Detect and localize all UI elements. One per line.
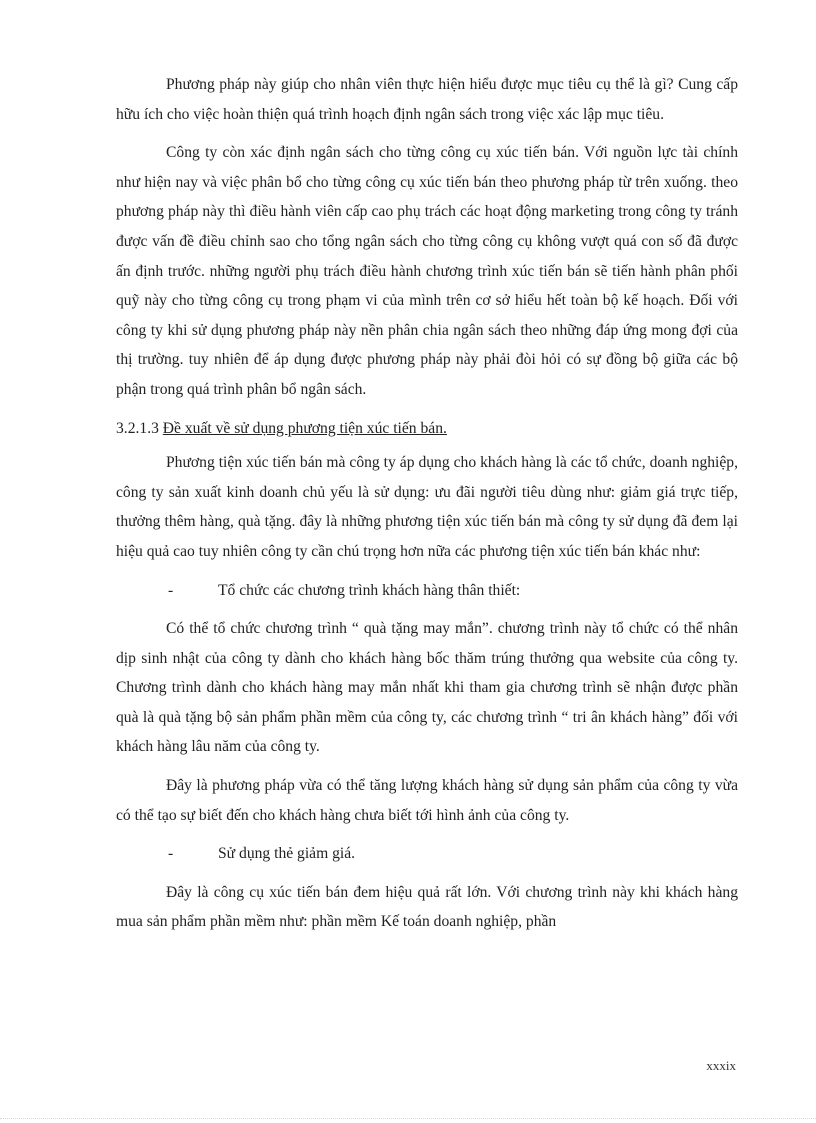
bullet-text: Tổ chức các chương trình khách hàng thân thiết: <box>218 581 521 599</box>
paragraph-method-benefit: Đây là phương pháp vừa có thể tăng lượng khách hàng sử dụng sản phẩm của công ty vừa có thể tạo sự biết đến cho khách hàng chưa biết tới hình ảnh của công ty. <box>116 777 738 824</box>
paragraph-lucky-gift-program: Có thể tổ chức chương trình “ quà tặng may mắn”. chương trình này tổ chức có thể nhân dịp sinh nhật của công ty dành cho khách hàng bốc thăm trúng thưởng qua website của công ty. Chương trình dành cho khách hàng may mắn nhất khi tham gia chương trình sẽ nhận được phần quà là quà tặng bộ sản phẩm phần mềm của công ty, các chương trình “ tri ân khách hàng” đối với khách hàng lâu năm của công ty. <box>116 620 738 756</box>
paragraph-discount-card-effect: Đây là công cụ xúc tiến bán đem hiệu quả rất lớn. Với chương trình này khi khách hàng mua sản phẩm phần mềm như: phần mềm Kế toán doanh nghiệp, phần <box>116 883 738 931</box>
page-number: xxxix <box>706 1058 736 1073</box>
section-title: Đề xuất về sử dụng phương tiện xúc tiến bán. <box>162 419 447 437</box>
bullet-item-discount-cards <box>116 839 738 869</box>
bullet-text: Sử dụng thẻ giảm giá. <box>218 845 356 863</box>
page-bottom-divider <box>0 1118 816 1119</box>
paragraph-method-purpose: Phương pháp này giúp cho nhân viên thực hiện hiểu được mục tiêu cụ thể là gì? Cung cấp hữu ích cho việc hoàn thiện quá trình hoạch định ngân sách trong việc xác lập mục tiêu. <box>116 76 738 123</box>
document-body <box>116 70 738 946</box>
section-heading <box>116 414 738 444</box>
section-number: 3.2.1.3 <box>116 419 163 437</box>
bullet-item-loyalty-programs <box>116 576 738 606</box>
paragraph-budget-allocation: Công ty còn xác định ngân sách cho từng công cụ xúc tiến bán. Với nguồn lực tài chính như hiện nay và việc phân bổ cho từng công cụ xúc tiến bán theo phương pháp từ trên xuống. theo phương pháp này thì điều hành viên cấp cao phụ trách các hoạt động marketing trong công ty tránh được vấn đề điều chỉnh sao cho tổng ngân sách cho từng công cụ không vượt quá con số đã được ấn định trước. những người phụ trách điều hành chương trình xúc tiến bán sẽ tiến hành phân phối quỹ này cho từng công cụ trong phạm vi của mình trên cơ sở hiểu hết toàn bộ kế hoạch. Đối với công ty khi sử dụng phương pháp này nền phân chia ngân sách theo những đáp ứng mong đợi của thị trường. tuy nhiên để áp dụng được phương pháp này phải đòi hỏi có sự đồng bộ giữa các bộ phận trong quá trình phân bổ ngân sách. <box>116 144 738 398</box>
bullet-dash: - <box>168 845 174 863</box>
bullet-dash: - <box>168 581 174 599</box>
paragraph-promotion-tools: Phương tiện xúc tiến bán mà công ty áp dụng cho khách hàng là các tổ chức, doanh nghiệp, công ty sản xuất kinh doanh chủ yếu là sử dụng: ưu đãi người tiêu dùng như: giảm giá trực tiếp, thưởng thêm hàng, quà tặng. đây là những phương tiện xúc tiến bán mà công ty sử dụng đã đem lại hiệu quả cao tuy nhiên công ty cần chú trọng hơn nữa các phương tiện xúc tiến bán khác như: <box>116 454 738 560</box>
